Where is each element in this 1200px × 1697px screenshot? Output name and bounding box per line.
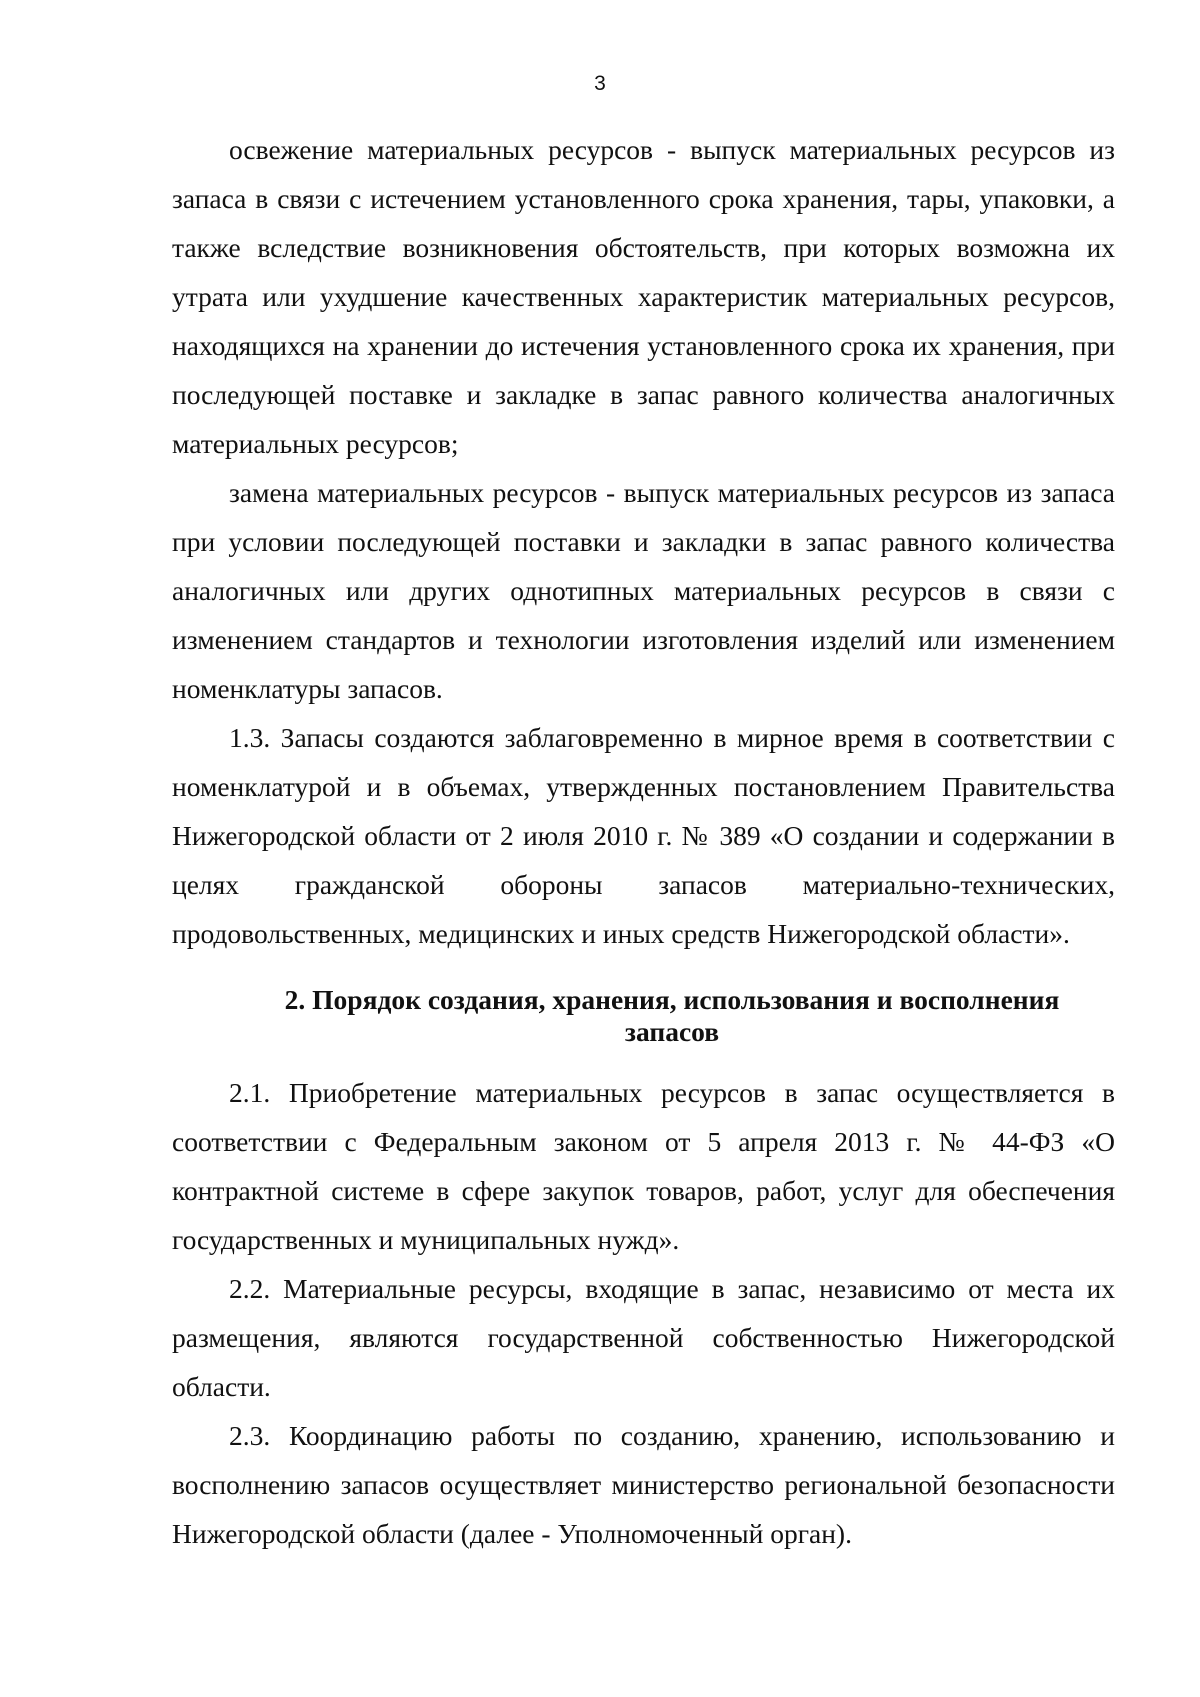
paragraph-2-1: 2.1. Приобретение материальных ресурсов в запас осуществляется в соответствии с Федеральным законом от 5 апреля 2013 г. № 44-ФЗ «О контрактной системе в сфере закупок товаров, работ, услуг для обеспечения государственных и муниципальных нужд». bbox=[172, 1077, 1115, 1255]
paragraph-replacement-definition: замена материальных ресурсов - выпуск материальных ресурсов из запаса при условии последующей поставки и закладки в запас равного количества аналогичных или других однотипных материальных ресурсов в связи с изменением стандартов и технологии изготовления изделий или изменением номенклатуры запасов. bbox=[172, 477, 1115, 704]
section-heading-line-2: запасов bbox=[624, 1016, 720, 1047]
paragraph-2-2: 2.2. Материальные ресурсы, входящие в запас, независимо от места их размещения, являются государственной собственностью Нижегородской области. bbox=[172, 1273, 1115, 1402]
section-heading bbox=[172, 984, 1115, 1048]
paragraph-1-3: 1.3. Запасы создаются заблаговременно в мирное время в соответствии с номенклатурой и в объемах, утвержденных постановлением Правительства Нижегородской области от 2 июля 2010 г. № 389 «О создании и содержании в целях гражданской обороны запасов материально-технических, продовольственных, медицинских и иных средств Нижегородской области». bbox=[172, 722, 1115, 949]
page-number: 3 bbox=[594, 72, 606, 95]
document-body bbox=[172, 125, 1115, 1558]
paragraph-2-3: 2.3. Координацию работы по созданию, хранению, использованию и восполнению запасов осуществляет министерство региональной безопасности Нижегородской области (далее - Уполномоченный орган). bbox=[172, 1420, 1115, 1549]
section-heading-line-1: 2. Порядок создания, хранения, использования и восполнения bbox=[284, 984, 1060, 1015]
paragraph-refresh-definition: освежение материальных ресурсов - выпуск материальных ресурсов из запаса в связи с истечением установленного срока хранения, тары, упаковки, а также вследствие возникновения обстоятельств, при которых возможна их утрата или ухудшение качественных характеристик материальных ресурсов, находящихся на хранении до истечения установленного срока их хранения, при последующей поставке и закладке в запас равного количества аналогичных материальных ресурсов; bbox=[172, 134, 1115, 459]
